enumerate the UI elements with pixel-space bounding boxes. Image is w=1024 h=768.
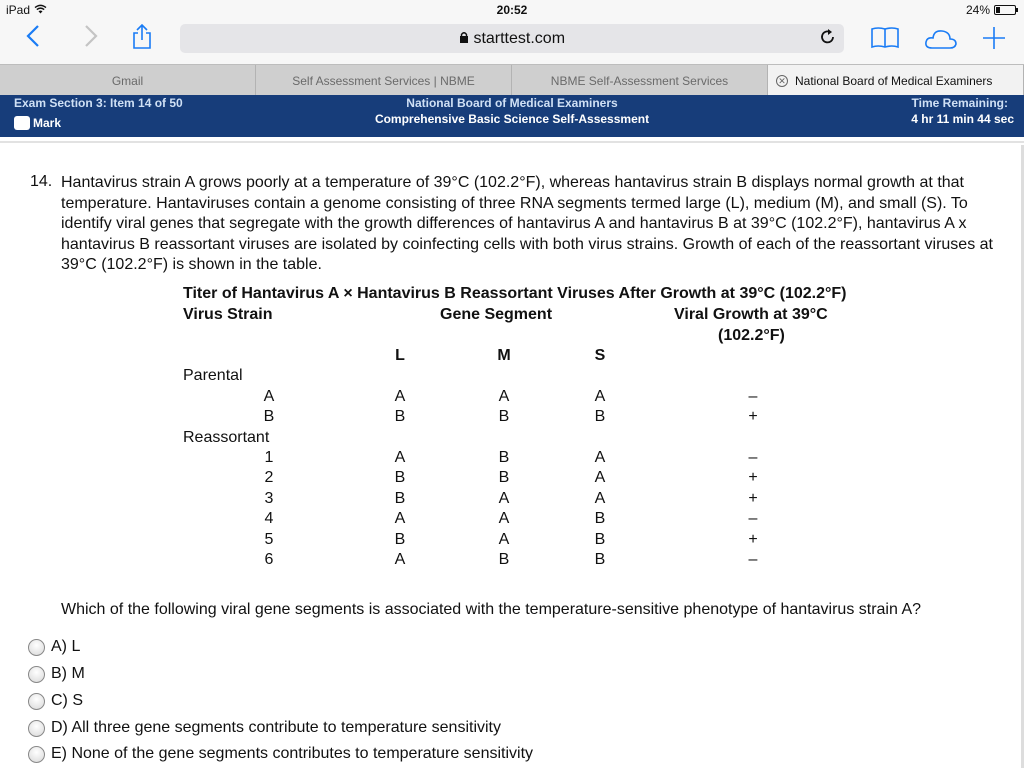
cell-l: B bbox=[394, 531, 406, 548]
cell-l: B bbox=[394, 408, 406, 425]
cell-m: B bbox=[498, 469, 510, 486]
url-text: starttest.com bbox=[180, 30, 844, 48]
cell-growth: + bbox=[748, 490, 758, 507]
col-header-gene: Gene Segment bbox=[440, 306, 553, 323]
tab-self-assessment-services[interactable]: Self Assessment Services | NBME bbox=[256, 65, 512, 96]
cell-s: A bbox=[594, 449, 606, 466]
table-title: Titer of Hantavirus A × Hantavirus B Reassortant Viruses After Growth at 39°C (102.2°F) bbox=[183, 285, 847, 302]
cell-strain: 3 bbox=[264, 490, 274, 507]
cell-m: A bbox=[498, 531, 510, 548]
tab-nbme-active[interactable] bbox=[768, 65, 1024, 96]
icloud-tabs-icon[interactable] bbox=[924, 28, 958, 55]
device-name: iPad bbox=[6, 3, 31, 17]
tab-nbme-self-assessment[interactable]: NBME Self-Assessment Services bbox=[512, 65, 768, 96]
cell-growth: – bbox=[748, 388, 758, 405]
mark-label: Mark bbox=[33, 116, 62, 130]
cell-strain: 4 bbox=[264, 510, 274, 527]
time-remaining-value: 4 hr 11 min 44 sec bbox=[911, 112, 1014, 126]
cell-strain: B bbox=[263, 408, 275, 425]
option-b[interactable] bbox=[28, 665, 85, 683]
option-e[interactable] bbox=[28, 745, 533, 763]
cell-growth: – bbox=[748, 510, 758, 527]
cell-growth: + bbox=[748, 469, 758, 486]
cell-strain: 1 bbox=[264, 449, 274, 466]
option-a[interactable] bbox=[28, 638, 80, 656]
cell-l: B bbox=[394, 469, 406, 486]
question-stem: Hantavirus strain A grows poorly at a temperature of 39°C (102.2°F), whereas hantavirus strain B displays normal growth at that temperature. Hantaviruses contain a genome consisting of three RNA segments termed large (L), medium (M), and small (S). To identify viral genes that segregate with the growth differences of hantavirus A and hantavirus B at 39°C (102.2°F), hantavirus A x hantavirus B reassortant viruses are isolated by coinfecting cells with both virus strains. Growth of each of the reassortant viruses at 39°C (102.2°F) is shown in the table. bbox=[61, 174, 993, 273]
cell-m: A bbox=[498, 388, 510, 405]
battery-icon bbox=[994, 5, 1016, 15]
cell-l: B bbox=[394, 490, 406, 507]
cell-strain: 6 bbox=[264, 551, 274, 568]
address-bar[interactable] bbox=[180, 24, 844, 53]
cell-m: B bbox=[498, 551, 510, 568]
tab-bar bbox=[0, 64, 1024, 95]
divider bbox=[0, 141, 1024, 143]
cell-growth: + bbox=[748, 408, 758, 425]
lock-icon bbox=[459, 30, 473, 47]
cell-growth: – bbox=[748, 449, 758, 466]
seg-header-s: S bbox=[594, 347, 606, 364]
status-bar bbox=[0, 0, 1024, 20]
seg-header-m: M bbox=[497, 347, 511, 364]
cell-m: A bbox=[498, 490, 510, 507]
group-parental: Parental bbox=[183, 367, 243, 384]
back-icon[interactable] bbox=[26, 24, 40, 54]
option-label: A) L bbox=[51, 638, 81, 655]
cell-strain: 2 bbox=[264, 469, 274, 486]
option-label: D) All three gene segments contribute to temperature sensitivity bbox=[51, 719, 501, 736]
cell-s: A bbox=[594, 469, 606, 486]
cell-m: B bbox=[498, 408, 510, 425]
browser-toolbar bbox=[0, 20, 1024, 64]
col-header-growth-unit: (102.2°F) bbox=[718, 327, 785, 344]
tab-label: National Board of Medical Examiners bbox=[795, 73, 993, 88]
radio-button[interactable] bbox=[28, 746, 45, 763]
cell-strain: 5 bbox=[264, 531, 274, 548]
option-label: C) S bbox=[51, 692, 83, 709]
cell-m: B bbox=[498, 449, 510, 466]
cell-s: B bbox=[594, 551, 606, 568]
seg-header-l: L bbox=[395, 347, 405, 364]
cell-l: A bbox=[394, 388, 406, 405]
close-tab-icon[interactable]: ✕ bbox=[776, 75, 788, 87]
cell-s: A bbox=[594, 388, 606, 405]
option-label: E) None of the gene segments contributes to temperature sensitivity bbox=[51, 745, 534, 762]
cell-m: A bbox=[498, 510, 510, 527]
clock: 20:52 bbox=[496, 3, 528, 17]
group-reassortant: Reassortant bbox=[183, 429, 270, 446]
exam-section: Exam Section 3: Item 14 of 50 bbox=[14, 96, 183, 110]
cell-l: A bbox=[394, 449, 406, 466]
cell-strain: A bbox=[263, 388, 275, 405]
cell-s: A bbox=[594, 490, 606, 507]
tab-gmail[interactable]: Gmail bbox=[0, 65, 256, 96]
cell-growth: – bbox=[748, 551, 758, 568]
forward-icon[interactable] bbox=[84, 24, 98, 54]
option-c[interactable] bbox=[28, 692, 83, 710]
radio-button[interactable] bbox=[28, 666, 45, 683]
option-label: B) M bbox=[51, 665, 85, 682]
time-remaining-label: Time Remaining: bbox=[911, 96, 1008, 110]
radio-button[interactable] bbox=[28, 693, 45, 710]
battery-percent: 24% bbox=[965, 3, 990, 17]
cell-growth: + bbox=[748, 531, 758, 548]
reload-icon[interactable] bbox=[820, 27, 836, 50]
radio-button[interactable] bbox=[28, 639, 45, 656]
cell-s: B bbox=[594, 408, 606, 425]
new-tab-icon[interactable] bbox=[982, 26, 1006, 55]
org-name: National Board of Medical Examiners bbox=[406, 96, 618, 110]
exam-header bbox=[0, 95, 1024, 137]
question-prompt: Which of the following viral gene segments is associated with the temperature-sensitive phenotype of hantavirus strain A? bbox=[61, 601, 922, 618]
question-number: 14. bbox=[30, 173, 53, 190]
share-icon[interactable] bbox=[132, 24, 152, 55]
cell-s: B bbox=[594, 531, 606, 548]
radio-button[interactable] bbox=[28, 720, 45, 737]
cell-s: B bbox=[594, 510, 606, 527]
col-header-strain: Virus Strain bbox=[183, 306, 273, 323]
cell-l: A bbox=[394, 551, 406, 568]
bookmarks-icon[interactable] bbox=[870, 26, 900, 55]
cell-l: A bbox=[394, 510, 406, 527]
option-d[interactable] bbox=[28, 719, 501, 737]
assessment-name: Comprehensive Basic Science Self-Assessment bbox=[374, 112, 650, 126]
col-header-growth: Viral Growth at 39°C bbox=[674, 306, 828, 323]
